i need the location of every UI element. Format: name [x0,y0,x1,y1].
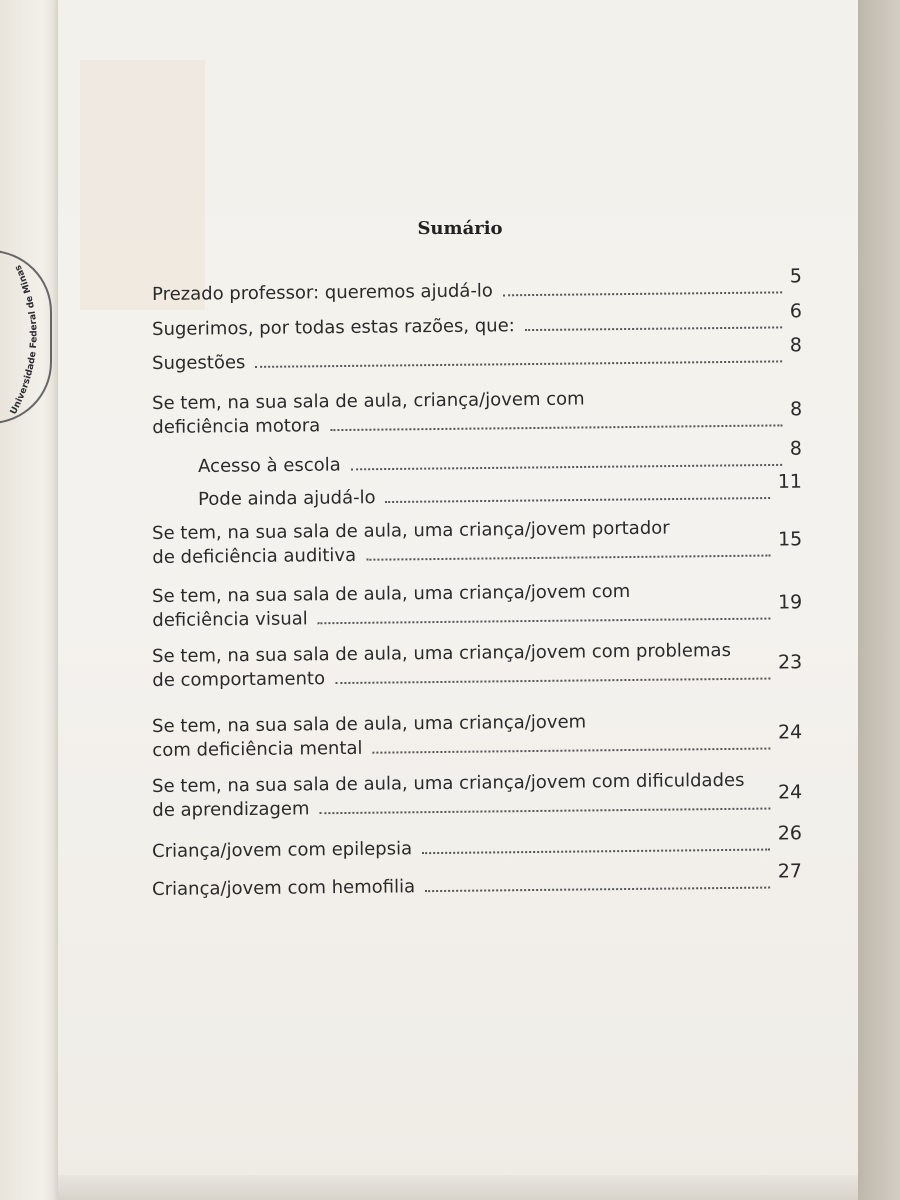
toc-page-number: 26 [777,822,803,845]
toc-entry-text: Se tem, na sua sala de aula, uma criança/jovem portador [152,517,670,544]
toc-entry-text: com deficiência mental [152,737,363,761]
toc-entry [152,578,802,633]
toc-entry-text: de deficiência auditiva [152,544,357,568]
toc-entry-text: de aprendizagem [152,798,310,821]
dot-leader [386,497,770,503]
toc-page-number: 15 [777,528,803,551]
toc-page-number: 24 [777,781,803,804]
dot-leader [525,326,782,331]
toc-entry-text: Se tem, na sua sala de aula, uma criança/jovem com [152,580,631,607]
dot-leader [351,464,782,471]
dot-leader [320,808,771,815]
page-bottom-edge [58,1175,858,1200]
toc-page-number: 8 [789,334,803,357]
page-stain [80,60,205,310]
dot-leader [318,618,770,625]
dot-leader [422,849,770,855]
dot-leader [335,678,770,685]
toc-entry-text: Pode ainda ajudá-lo [198,487,376,510]
toc-entry-text: Acesso à escola [198,454,341,477]
dot-leader [425,887,770,893]
toc-title: Sumário [417,218,503,239]
toc-entry-text: Sugestões [152,352,246,374]
toc-entry-text: deficiência motora [152,415,321,438]
toc-page-number: 8 [789,437,803,460]
toc-page-number: 11 [777,470,803,493]
toc-entry-text: Prezado professor: queremos ajudá-lo [152,280,494,305]
library-stamp-text [0,250,60,420]
toc-page-number: 5 [789,265,803,288]
toc-page-number: 24 [777,721,803,744]
toc-entry [152,768,802,823]
toc-entry-text: Se tem, na sua sala de aula, uma criança/jovem com problemas [152,639,731,667]
toc-entry-text: deficiência visual [152,608,308,631]
toc-entry-text: Se tem, na sua sala de aula, uma criança/jovem [152,711,587,737]
dot-leader [255,360,782,368]
toc-entry [152,638,802,693]
toc-entry-text: Criança/jovem com hemofilia [152,876,416,900]
toc-entry [152,708,802,763]
toc-page-number: 27 [777,860,803,883]
background-surface [858,0,900,1200]
dot-leader [503,291,782,296]
svg-text:Universidade Federal de Minas: Universidade Federal de Minas [8,263,40,417]
dot-leader [366,555,770,561]
toc-entry [152,515,802,570]
toc-page-number: 19 [777,591,803,614]
toc-page-number: 8 [790,398,803,421]
toc-entry [152,385,802,440]
toc-entry-text: Sugerimos, por todas estas razões, que: [152,315,515,340]
toc-entry-text: Criança/jovem com epilepsia [152,838,413,862]
toc-entry-text: Se tem, na sua sala de aula, criança/jovem com [152,388,585,414]
dot-leader [373,748,771,754]
toc-page-number: 23 [777,651,803,674]
dot-leader [330,424,782,431]
toc-page-number: 6 [789,300,803,323]
toc-entry-text: Se tem, na sua sala de aula, uma criança/jovem com dificuldades [152,769,745,797]
toc-entry-text: de comportamento [152,668,326,691]
